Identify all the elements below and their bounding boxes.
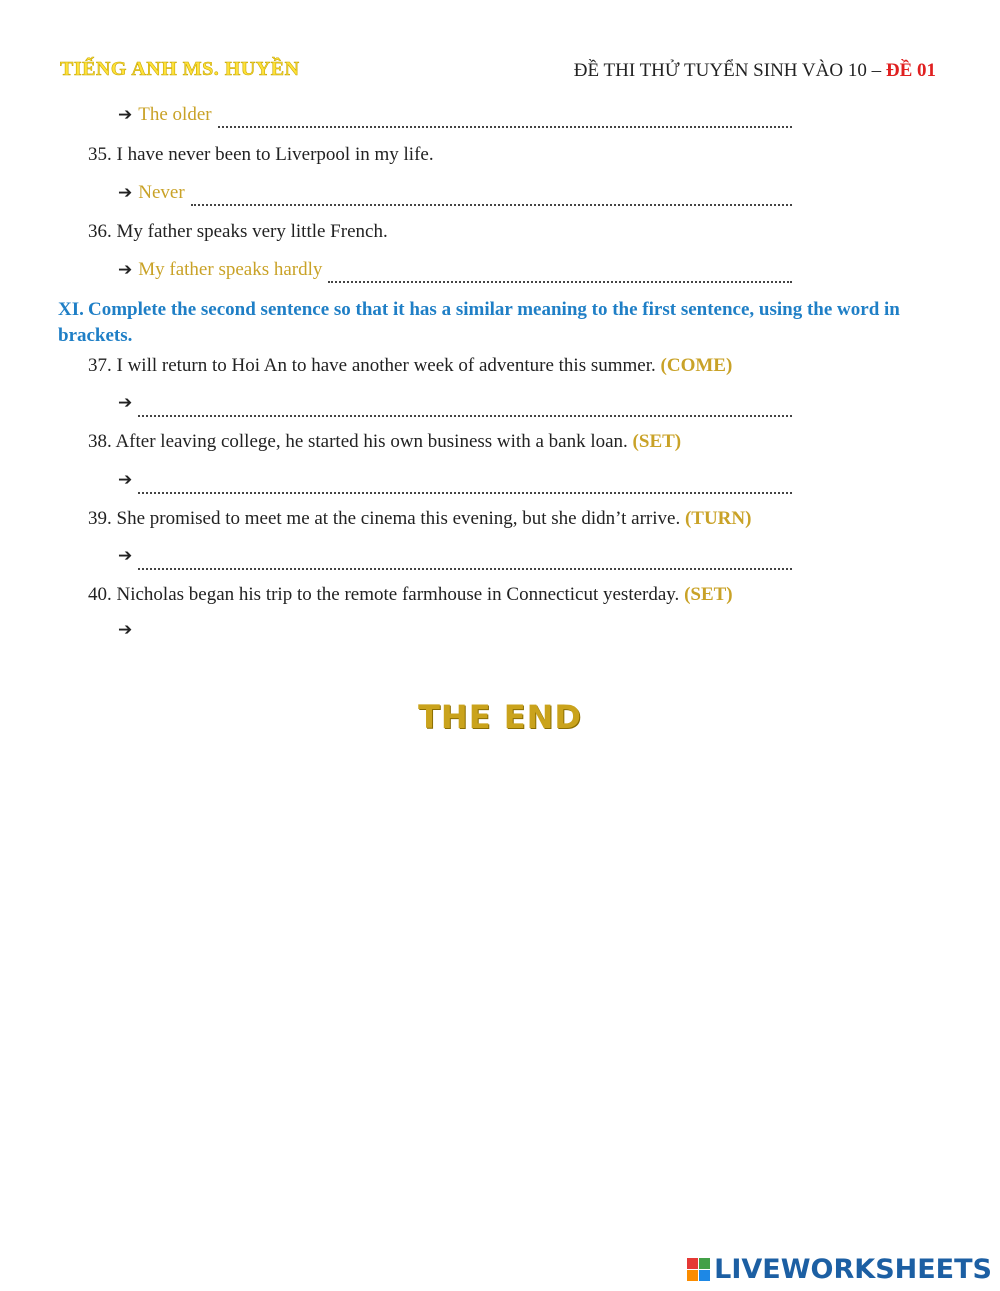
answer-line-38[interactable] (118, 470, 792, 496)
logo-text: LIVEWORKSHEETS (714, 1254, 992, 1285)
liveworksheets-logo[interactable] (687, 1254, 992, 1285)
answer-starter: Never (138, 182, 185, 203)
question-text: 37. I will return to Hoi An to have another week of adventure this summer. (88, 355, 656, 376)
answer-blank[interactable] (218, 112, 792, 128)
section-text: Complete the second sentence so that it has a similar meaning to the first sentence, using the word in brackets. (58, 299, 900, 346)
exam-code: ĐỀ 01 (885, 60, 936, 81)
answer-line-37[interactable] (118, 393, 792, 419)
brand-title: TIẾNG ANH MS. HUYỀN (60, 58, 300, 80)
arrow-icon: ➔ (118, 470, 133, 490)
question-35: 35. I have never been to Liverpool in my life. (88, 144, 434, 165)
arrow-icon: ➔ (118, 393, 133, 413)
the-end-title: THE END (418, 698, 582, 736)
logo-mark-icon (687, 1258, 710, 1281)
keyword-hint: (TURN) (684, 508, 752, 529)
question-39 (88, 508, 751, 530)
answer-line-40[interactable] (118, 620, 792, 646)
question-37 (88, 355, 732, 377)
keyword-hint: (SET) (632, 431, 682, 452)
question-text: 39. She promised to meet me at the cinema this evening, but she didn’t arrive. (88, 508, 681, 529)
arrow-icon: ➔ (118, 105, 133, 125)
question-36: 36. My father speaks very little French. (88, 221, 388, 242)
exam-header (574, 60, 936, 82)
answer-blank[interactable] (328, 267, 792, 283)
question-38 (88, 431, 681, 453)
section-instruction (58, 297, 940, 349)
answer-line-39[interactable] (118, 546, 792, 572)
question-40 (88, 584, 733, 606)
answer-blank[interactable] (138, 554, 792, 570)
section-number: XI. (58, 299, 84, 320)
answer-line-35[interactable] (118, 182, 792, 208)
answer-blank[interactable] (191, 190, 792, 206)
arrow-icon: ➔ (118, 260, 133, 280)
answer-starter: My father speaks hardly (138, 259, 323, 280)
answer-line-36[interactable] (118, 259, 792, 285)
question-text: 40. Nicholas began his trip to the remote farmhouse in Connecticut yesterday. (88, 584, 680, 605)
arrow-icon: ➔ (118, 183, 133, 203)
answer-line-34[interactable] (118, 104, 792, 130)
keyword-hint: (COME) (660, 355, 733, 376)
keyword-hint: (SET) (684, 584, 733, 605)
exam-title: ĐỀ THI THỬ TUYỂN SINH VÀO 10 – (573, 60, 886, 81)
answer-blank[interactable] (138, 478, 792, 494)
arrow-icon: ➔ (118, 546, 133, 566)
arrow-icon: ➔ (118, 620, 133, 640)
answer-starter: The older (138, 104, 212, 125)
answer-blank[interactable] (138, 401, 792, 417)
question-text: 38. After leaving college, he started his own business with a bank loan. (88, 431, 628, 452)
